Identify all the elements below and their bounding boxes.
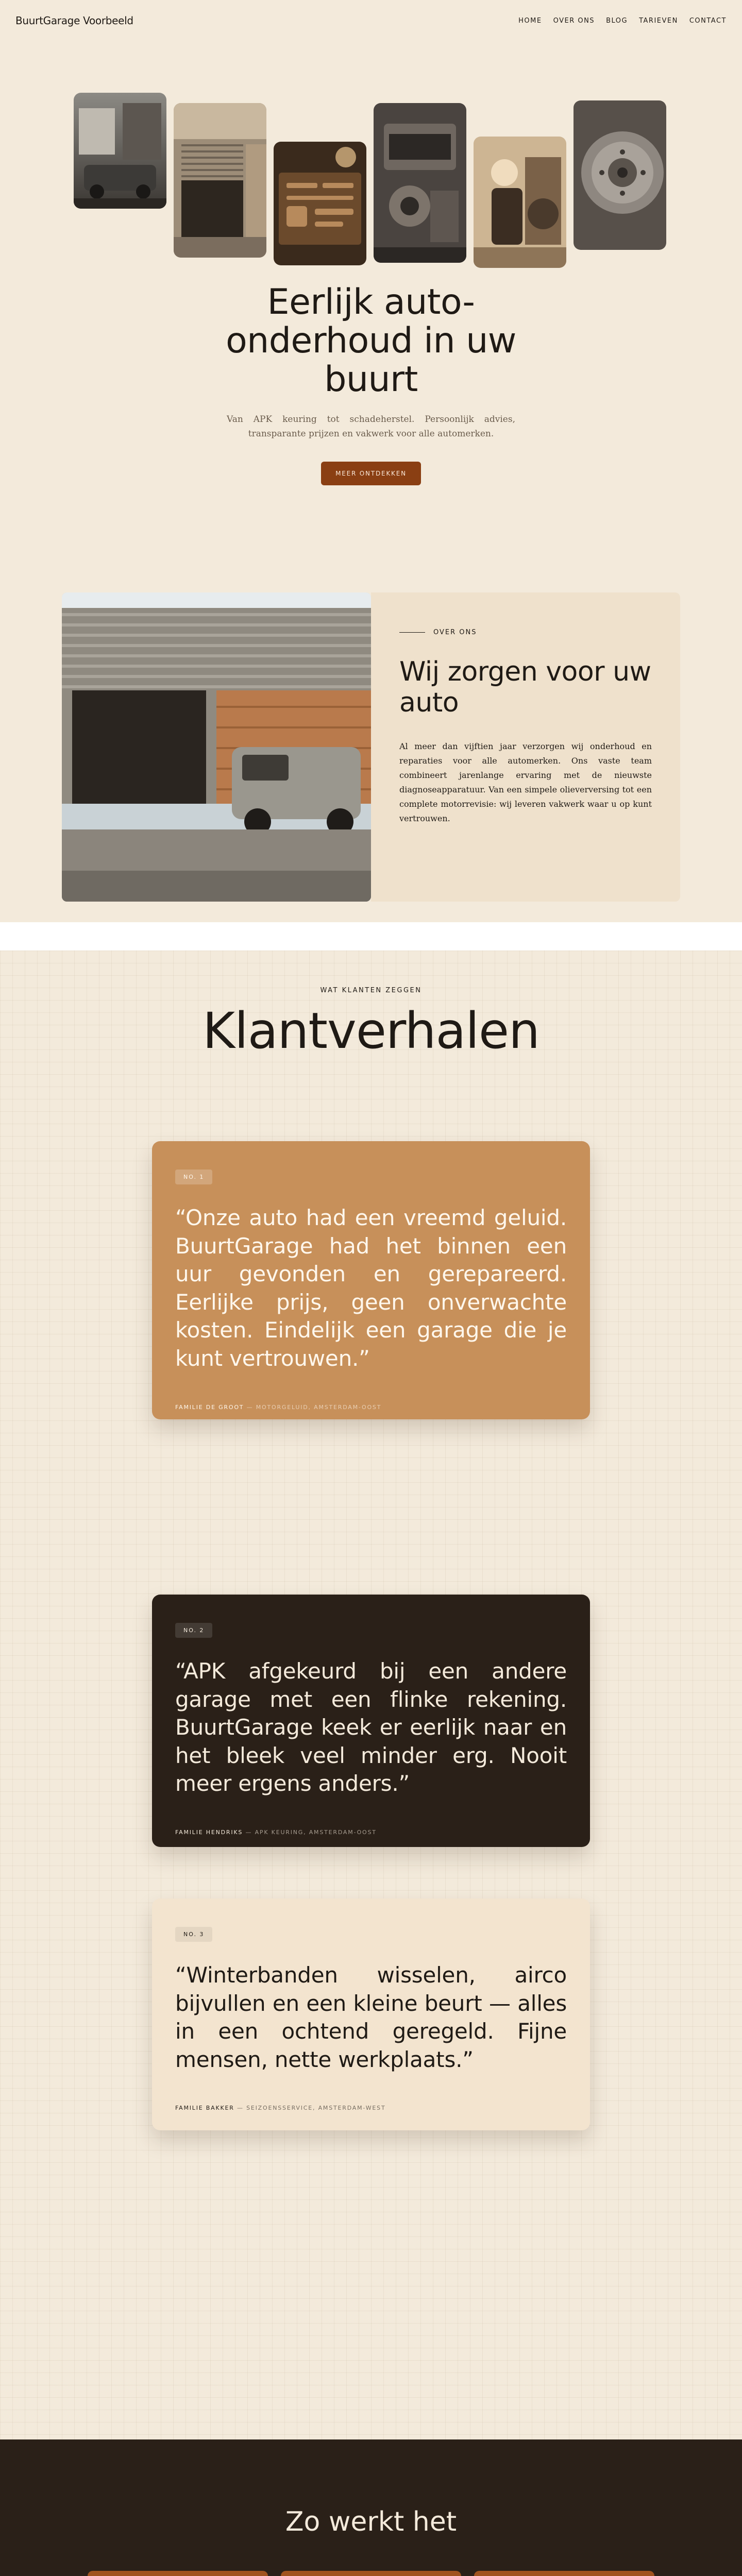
- hero-image-garage-door: [174, 103, 266, 258]
- nav-blog[interactable]: BLOG: [606, 16, 628, 25]
- main-nav: [518, 17, 727, 25]
- step-card: [474, 2571, 654, 2576]
- about-section: [0, 520, 742, 922]
- testimonial-meta: FAMILIE BAKKER — SEIZOENSSERVICE, AMSTERDAM-WEST: [175, 2105, 386, 2112]
- hero-image-mechanic: [474, 137, 566, 268]
- testimonial-detail: SEIZOENSSERVICE, AMSTERDAM-WEST: [246, 2105, 386, 2112]
- site-header: [0, 0, 742, 41]
- testimonial-quote: “Winterbanden wisselen, airco bijvullen en een kleine beurt — alles in een ochtend geregeld. Fijne mensen, nette werkplaats.”: [175, 1962, 567, 2072]
- hero-image-collage: [0, 41, 742, 283]
- testimonial-name: FAMILIE BAKKER: [175, 2105, 234, 2112]
- hero-text: [0, 283, 742, 485]
- testimonial-detail: APK KEURING, AMSTERDAM-OOST: [255, 1828, 377, 1836]
- hero-title: Eerlijk auto-onderhoud in uw buurt: [226, 282, 516, 400]
- about-card: [371, 592, 680, 902]
- step-card: [281, 2571, 461, 2576]
- hero-image-workshop: [74, 93, 166, 209]
- hero-section: [0, 41, 742, 520]
- testimonial-quote: “Onze auto had een vreemd geluid. BuurtGarage had het binnen een uur gevonden en gerepareerd. Eerlijke prijs, geen onverwachte kosten. Eindelijk een garage die je kunt vertrouwen.”: [175, 1205, 567, 1371]
- testimonial-quote: “APK afgekeurd bij een andere garage met een flinke rekening. BuurtGarage keek er eerlijk naar en het bleek veel minder erg. Nooit meer ergens anders.”: [175, 1658, 567, 1797]
- about-body: Al meer dan vijftien jaar verzorgen wij onderhoud en reparaties voor alle automerken. Ons vaste team combineert jarenlange ervaring met de nieuwste diagnoseapparatuur. Van een simpele olieverversing tot een complete motorrevisie: wij leveren vakwerk waar u op kunt vertrouwen.: [399, 741, 652, 823]
- testimonial-detail: MOTORGELUID, AMSTERDAM-OOST: [256, 1403, 382, 1411]
- about-title: Wij zorgen voor uw auto: [399, 656, 651, 718]
- about-image-garage: [62, 592, 371, 902]
- step-card: [88, 2571, 268, 2576]
- hero-image-engine: [374, 103, 466, 263]
- hero-cta-button[interactable]: MEER ONTDEKKEN: [321, 462, 421, 485]
- testimonial-badge: NO. 3: [175, 1927, 212, 1942]
- how-it-works-section: [0, 2439, 742, 2576]
- testimonial-meta: FAMILIE HENDRIKS — APK KEURING, AMSTERDAM-OOST: [175, 1828, 377, 1836]
- nav-home[interactable]: HOME: [518, 16, 542, 25]
- section-divider: [0, 922, 742, 951]
- testimonial-name: FAMILIE HENDRIKS: [175, 1828, 243, 1836]
- testimonial-card: [152, 1141, 590, 1419]
- testimonials-title: Klantverhalen: [203, 1002, 539, 1060]
- nav-over-ons[interactable]: OVER ONS: [553, 16, 595, 25]
- nav-tarieven[interactable]: TARIEVEN: [639, 16, 678, 25]
- testimonials-eyebrow: WAT KLANTEN ZEGGEN: [320, 987, 422, 994]
- testimonial-badge: NO. 2: [175, 1623, 212, 1638]
- testimonial-badge: NO. 1: [175, 1170, 212, 1184]
- nav-contact[interactable]: CONTACT: [689, 16, 727, 25]
- eyebrow-line: [399, 632, 425, 633]
- hero-image-brake-disc: [574, 100, 666, 250]
- about-eyebrow: [399, 629, 652, 636]
- hero-subtitle: Van APK keuring tot schadeherstel. Persoonlijk advies, transparante prijzen en vakwerk voor alle automerken.: [227, 414, 515, 439]
- about-eyebrow-text: OVER ONS: [433, 629, 477, 636]
- how-title: Zo werkt het: [285, 2506, 457, 2537]
- testimonial-name: FAMILIE DE GROOT: [175, 1403, 244, 1411]
- testimonial-meta: FAMILIE DE GROOT — MOTORGELUID, AMSTERDAM-OOST: [175, 1403, 382, 1411]
- brand-logo[interactable]: BuurtGarage Voorbeeld: [15, 14, 133, 27]
- hero-image-tools: [274, 142, 366, 265]
- testimonials-section: [0, 951, 742, 2439]
- testimonial-card: [152, 1899, 590, 2130]
- testimonial-card: [152, 1595, 590, 1847]
